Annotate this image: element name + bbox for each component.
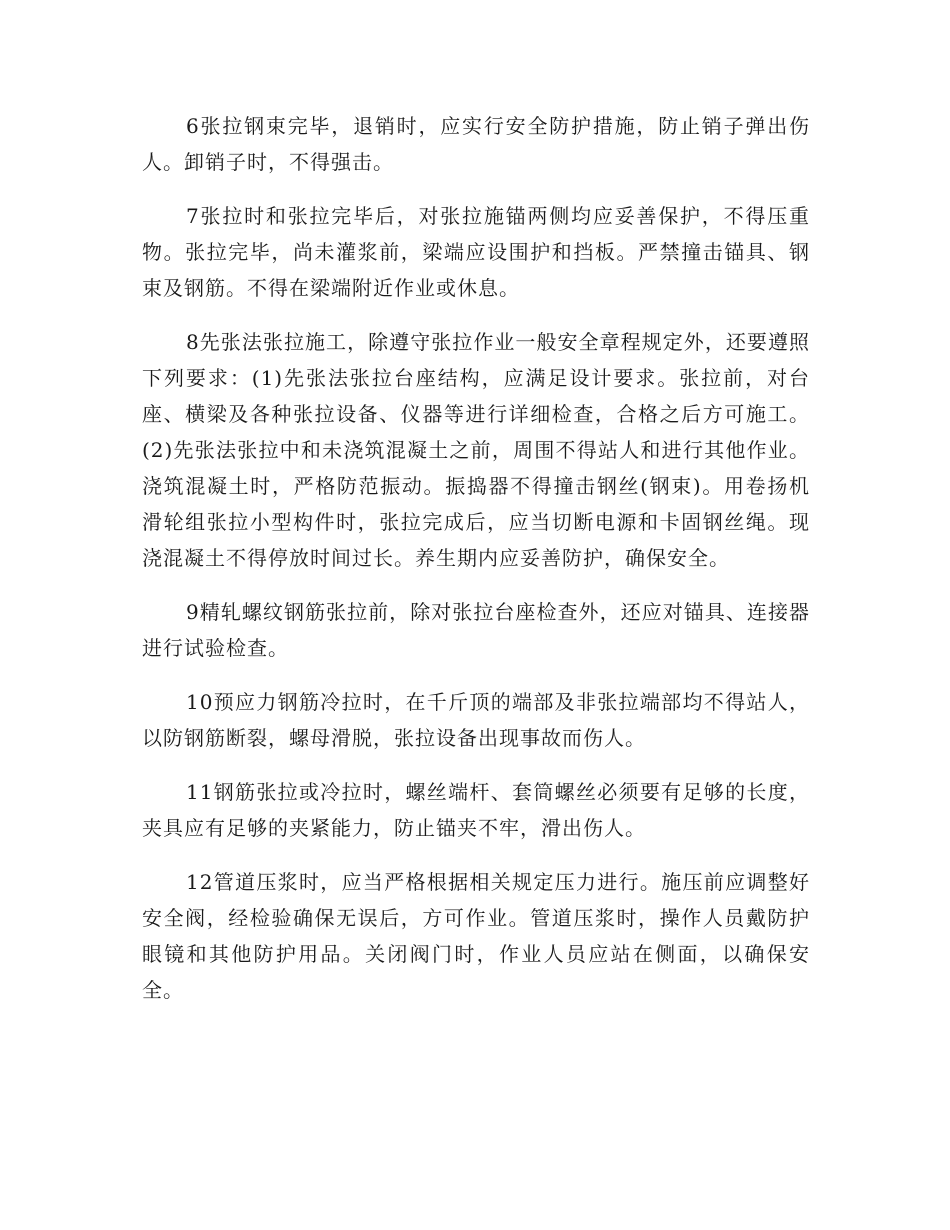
paragraph-item-11: 11钢筋张拉或冷拉时，螺丝端杆、套筒螺丝必须要有足够的长度，夹具应有足够的夹紧能力，防止锚夹不牢，滑出伤人。: [142, 780, 810, 840]
paragraph-item-7: 7张拉时和张拉完毕后，对张拉施锚两侧均应妥善保护，不得压重物。张拉完毕，尚未灌浆前，梁端应设围护和挡板。严禁撞击锚具、钢束及钢筋。不得在梁端附近作业或休息。: [142, 204, 810, 300]
document-body: [142, 108, 810, 1026]
paragraph-item-6: 6张拉钢束完毕，退销时，应实行安全防护措施，防止销子弹出伤人。卸销子时，不得强击。: [142, 114, 810, 174]
paragraph-item-9: 9精轧螺纹钢筋张拉前，除对张拉台座检查外，还应对锚具、连接器进行试验检查。: [142, 600, 810, 660]
paragraph-item-10: 10预应力钢筋冷拉时，在千斤顶的端部及非张拉端部均不得站人，以防钢筋断裂，螺母滑脱，张拉设备出现事故而伤人。: [142, 690, 810, 750]
paragraph-item-8: 8先张法张拉施工，除遵守张拉作业一般安全章程规定外，还要遵照下列要求：(1)先张法张拉台座结构，应满足设计要求。张拉前，对台座、横梁及各种张拉设备、仪器等进行详细检查，合格之后方可施工。(2)先张法张拉中和未浇筑混凝土之前，周围不得站人和进行其他作业。浇筑混凝土时，严格防范振动。振捣器不得撞击钢丝(钢束)。用卷扬机滑轮组张拉小型构件时，张拉完成后，应当切断电源和卡固钢丝绳。现浇混凝土不得停放时间过长。养生期内应妥善防护，确保安全。: [142, 330, 810, 570]
paragraph-item-12: 12管道压浆时，应当严格根据相关规定压力进行。施压前应调整好安全阀，经检验确保无误后，方可作业。管道压浆时，操作人员戴防护眼镜和其他防护用品。关闭阀门时，作业人员应站在侧面，以确保安全。: [142, 870, 810, 1002]
